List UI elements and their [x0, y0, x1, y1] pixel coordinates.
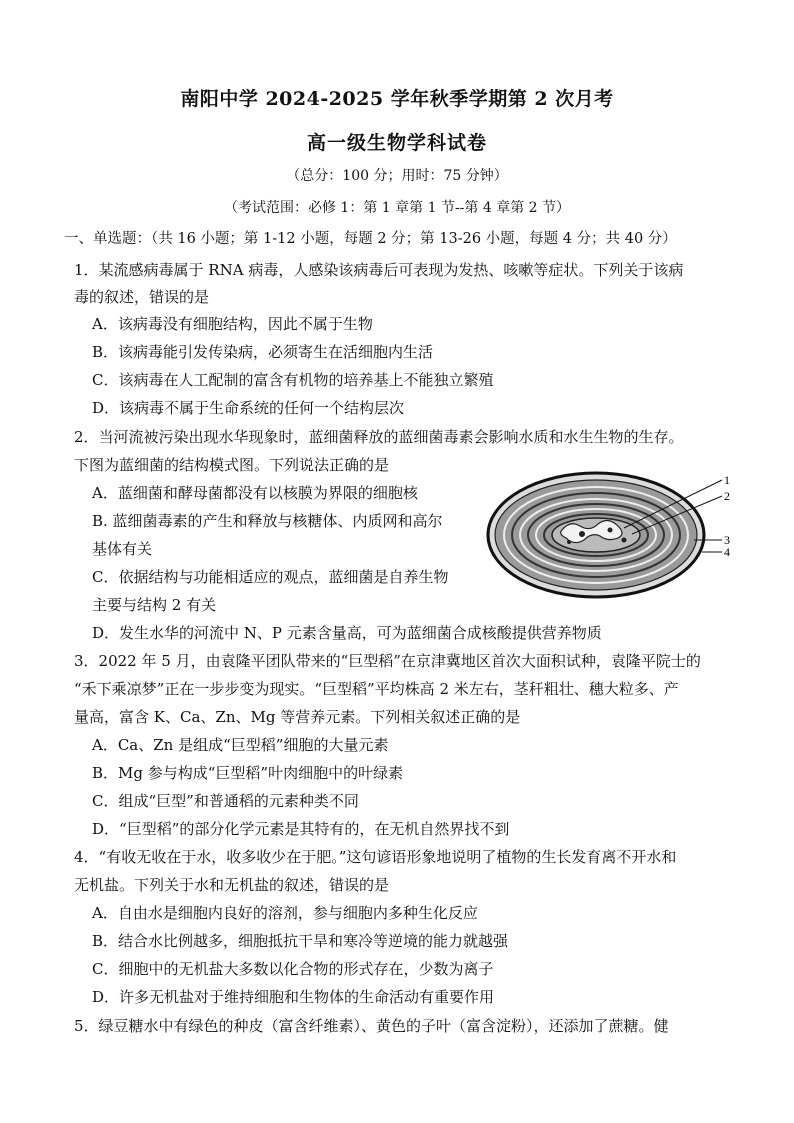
q3-stem-line-2: “禾下乘凉梦”正在一步步变为现实。“巨型稻”平均株高 2 米左右，茎秆粗壮、穗大粒多、产 — [74, 680, 679, 698]
q2-option-d: D．发生水华的河流中 N、P 元素含量高，可为蓝细菌合成核酸提供营养物质 — [92, 624, 602, 642]
q1-stem-line-1: 1．某流感病毒属于 RNA 病毒，人感染该病毒后可表现为发热、咳嗽等症状。下列关于该病 — [74, 261, 684, 279]
q3-option-d: D．“巨型稻”的部分化学元素是其特有的，在无机自然界找不到 — [92, 820, 510, 838]
q4-stem-line-1: 4．“有收无收在于水，收多收少在于肥。”这句谚语形象地说明了植物的生长发育离不开水和 — [74, 848, 677, 866]
q4-option-b: B．结合水比例越多，细胞抵抗干旱和寒冷等逆境的能力就越强 — [92, 932, 509, 950]
figure-label-3: 3 — [724, 533, 730, 547]
figure-label-1: 1 — [724, 473, 730, 487]
q2-option-b-cont: 基体有关 — [92, 540, 153, 558]
q1-option-d: D．该病毒不属于生命系统的任何一个结构层次 — [92, 399, 405, 417]
q1-option-b: B．该病毒能引发传染病，必须寄生在活细胞内生活 — [92, 343, 434, 361]
q2-stem-line-2: 下图为蓝细菌的结构模式图。下列说法正确的是 — [74, 456, 390, 474]
exam-subject-title: 高一级生物学科试卷 — [306, 132, 487, 154]
q3-stem-line-3: 量高，富含 K、Ca、Zn、Mg 等营养元素。下列相关叙述正确的是 — [74, 708, 521, 726]
exam-scope: （考试范围：必修 1：第 1 章第 1 节--第 4 章第 2 节） — [223, 200, 571, 216]
q5-stem-line-1: 5．绿豆糖水中有绿色的种皮（富含纤维素）、黄色的子叶（富含淀粉），还添加了蔗糖。健 — [74, 1017, 669, 1035]
q2-option-a: A．蓝细菌和酵母菌都没有以核膜为界限的细胞核 — [92, 484, 418, 502]
q4-option-d: D．许多无机盐对于维持细胞和生物体的生命活动有重要作用 — [92, 988, 495, 1006]
figure-label-2: 2 — [724, 489, 730, 503]
q2-option-b: B. 蓝细菌毒素的产生和释放与核糖体、内质网和高尔 — [92, 512, 443, 530]
q3-stem-line-1: 3．2022 年 5 月，由袁隆平团队带来的“巨型稻”在京津冀地区首次大面积试种，袁隆平院士的 — [74, 652, 701, 670]
q4-stem-line-2: 无机盐。下列关于水和无机盐的叙述，错误的是 — [74, 876, 390, 894]
q2-option-c: C．依据结构与功能相适应的观点，蓝细菌是自养生物 — [92, 568, 449, 586]
figure-label-4: 4 — [724, 545, 730, 559]
section-heading: 一、单选题：（共 16 小题；第 1-12 小题，每题 2 分；第 13-26 小题，每题 4 分；共 40 分） — [64, 231, 677, 247]
q3-option-a: A．Ca、Zn 是组成“巨型稻”细胞的大量元素 — [92, 736, 389, 754]
q1-option-c: C．该病毒在人工配制的富含有机物的培养基上不能独立繁殖 — [92, 371, 494, 389]
q1-stem-line-2: 毒的叙述，错误的是 — [74, 288, 210, 306]
q4-option-c: C．细胞中的无机盐大多数以化合物的形式存在，少数为离子 — [92, 960, 494, 978]
q2-option-c-cont: 主要与结构 2 有关 — [92, 596, 217, 614]
q3-option-c: C．组成“巨型”和普通稻的元素种类不同 — [92, 792, 359, 810]
exam-title: 南阳中学 2024-2025 学年秋季学期第 2 次月考 — [180, 88, 614, 110]
q2-stem-line-1: 2．当河流被污染出现水华现象时，蓝细菌释放的蓝细菌毒素会影响水质和水生生物的生存。 — [74, 428, 684, 446]
cyanobacteria-diagram — [484, 468, 732, 602]
q4-option-a: A．自由水是细胞内良好的溶剂，参与细胞内多种生化反应 — [92, 904, 478, 922]
q3-option-b: B．Mg 参与构成“巨型稻”叶肉细胞中的叶绿素 — [92, 764, 404, 782]
exam-info: （总分：100 分；用时：75 分钟） — [286, 168, 508, 184]
q1-option-a: A．该病毒没有细胞结构，因此不属于生物 — [92, 315, 373, 333]
